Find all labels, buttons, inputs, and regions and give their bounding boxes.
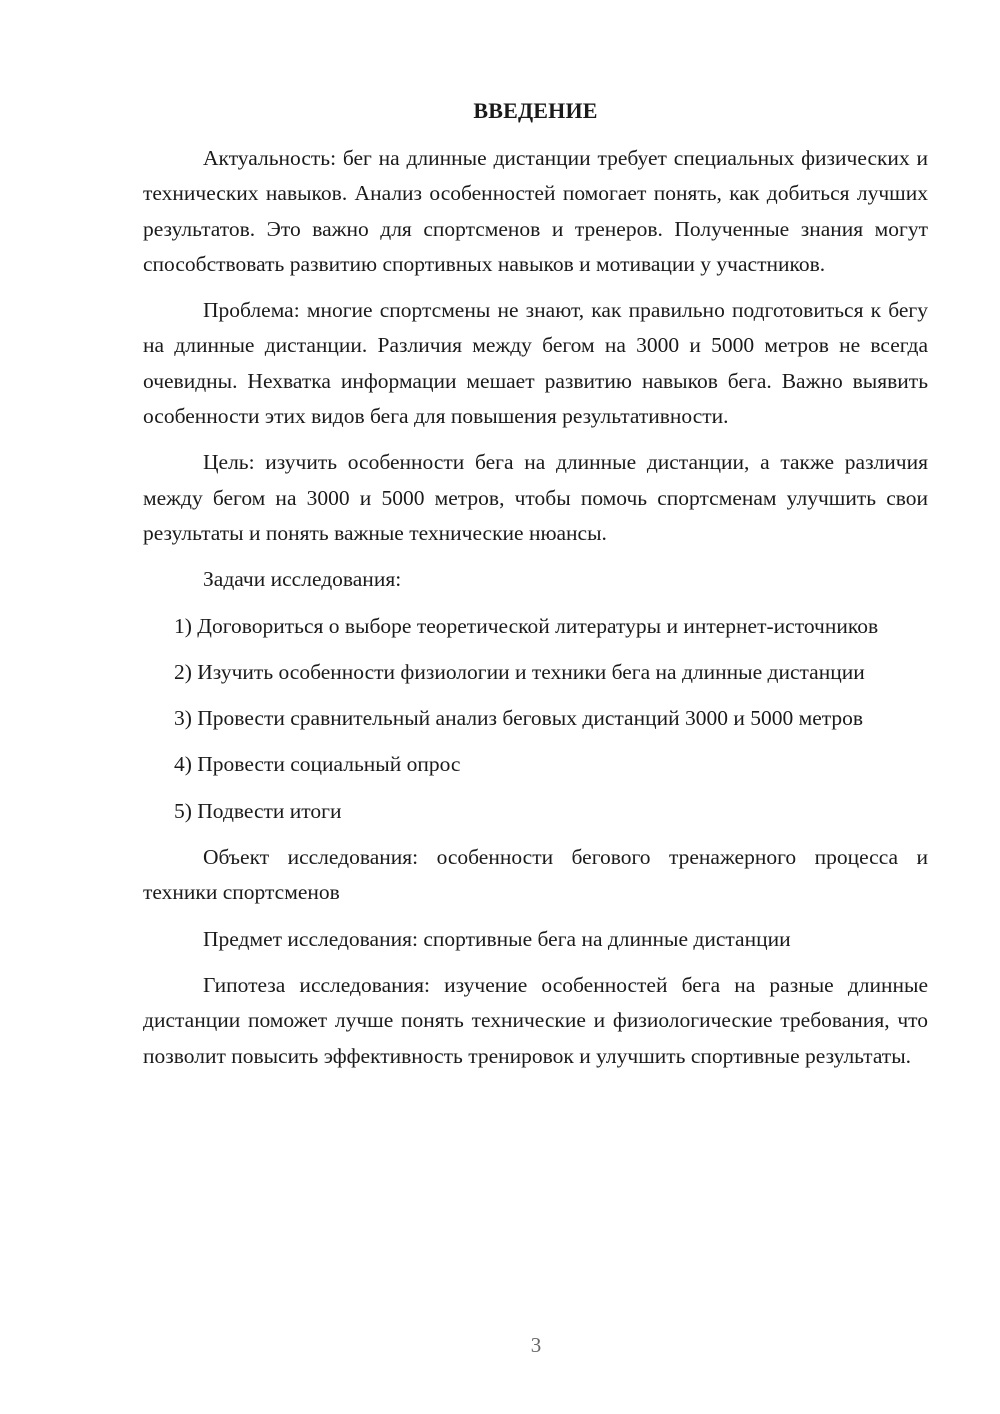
hypothesis-paragraph: Гипотеза исследования: изучение особенностей бега на разные длинные дистанции поможет лучше понять технические и физиологические требования, что позволит повысить эффективность тренировок и улучшить спортивные результаты.: [143, 972, 928, 1068]
subject-paragraph: Предмет исследования: спортивные бега на длинные дистанции: [203, 926, 791, 951]
task-item-4: 4) Провести социальный опрос: [174, 752, 461, 777]
goal-paragraph: Цель: изучить особенности бега на длинные дистанции, а также различия между бегом на 3000 и 5000 метров, чтобы помочь спортсменам улучшить свои результаты и понять важные технические нюансы.: [143, 450, 928, 545]
task-item-3: 3) Провести сравнительный анализ беговых дистанций 3000 и 5000 метров: [174, 706, 864, 731]
document-body: [143, 141, 928, 1085]
problem-paragraph: Проблема: многие спортсмены не знают, как правильно подготовиться к бегу на длинные дистанции. Различия между бегом на 3000 и 5000 метров не всегда очевидны. Нехватка информации мешает развитию навыков бега. Важно выявить особенности этих видов бега для повышения результативности.: [143, 298, 928, 429]
task-item-5: 5) Подвести итоги: [174, 798, 342, 823]
page-title: ВВЕДЕНИЕ: [473, 98, 598, 123]
task-item-2: 2) Изучить особенности физиологии и техники бега на длинные дистанции: [174, 659, 865, 684]
object-paragraph: Объект исследования: особенности бегового тренажерного процесса и техники спортсменов: [143, 845, 928, 905]
page-number: 3: [530, 1333, 542, 1357]
relevance-paragraph: Актуальность: бег на длинные дистанции требует специальных физических и технических навыков. Анализ особенностей помогает понять, как добиться лучших результатов. Это важно для спортсменов и тренеров. Полученные знания могут способствовать развитию спортивных навыков и мотивации у участников.: [143, 146, 928, 276]
tasks-heading: Задачи исследования:: [203, 567, 402, 592]
task-item-1: 1) Договориться о выборе теоретической литературы и интернет-источников: [174, 613, 879, 638]
